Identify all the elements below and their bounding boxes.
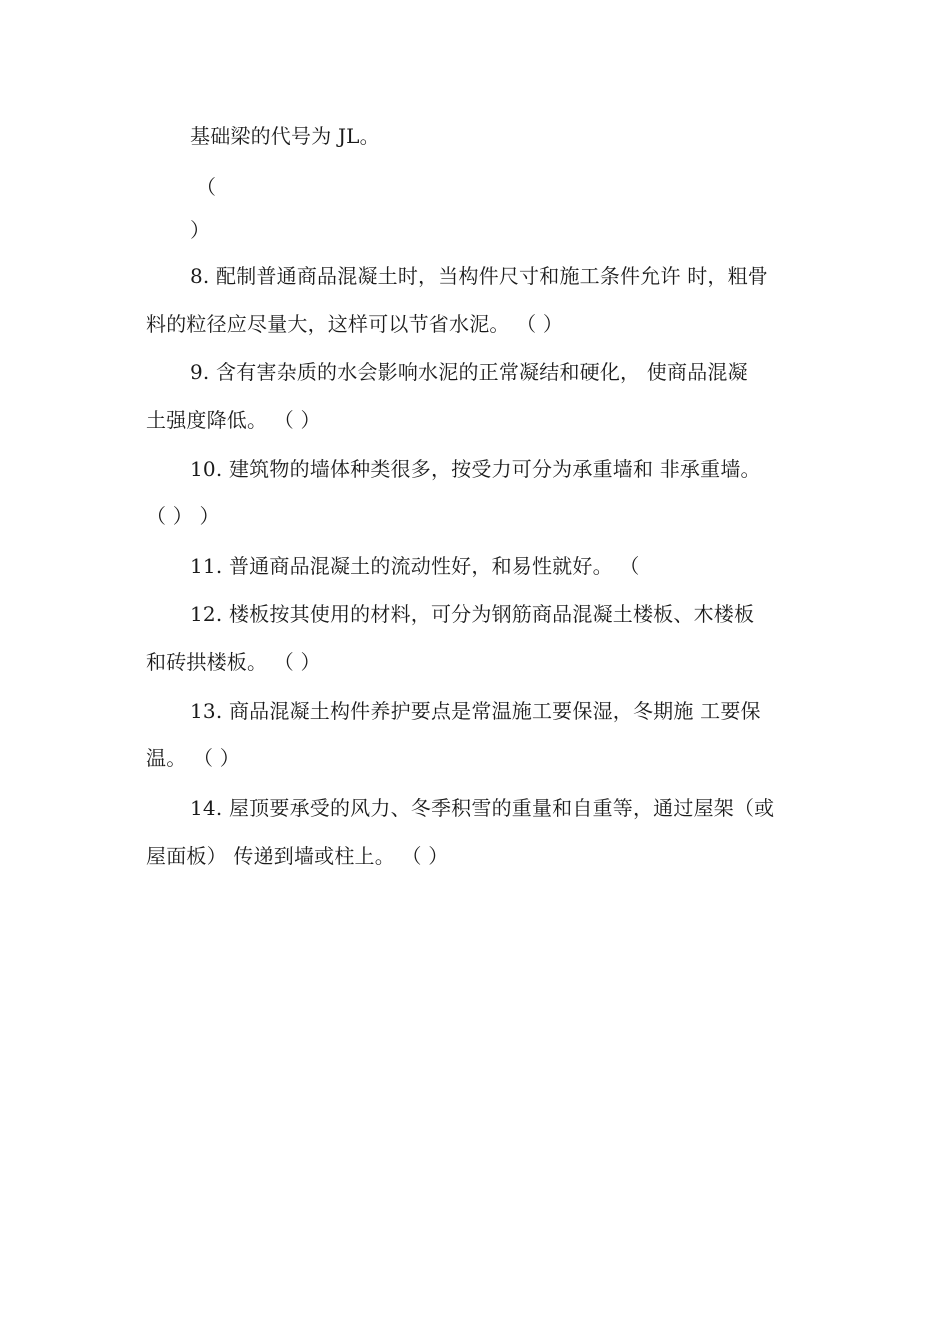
question-10-line-1: 10. 建筑物的墙体种类很多，按受力可分为承重墙和 非承重墙。 [190, 457, 761, 481]
question-10-line-2: （ ） ） [146, 504, 220, 528]
question-9-line-1: 9. 含有害杂质的水会影响水泥的正常凝结和硬化， 使商品混凝 [190, 360, 748, 384]
question-13-line-2: 温。 （ ） [146, 746, 240, 770]
question-8-line-2: 料的粒径应尽量大，这样可以节省水泥。 （ ） [146, 312, 564, 336]
question-13-line-1: 13. 商品混凝土构件养护要点是常温施工要保湿，冬期施 工要保 [190, 699, 761, 723]
question-11-line-1: 11. 普通商品混凝土的流动性好，和易性就好。 （ [190, 554, 640, 578]
text-line: 基础梁的代号为 JL。 [190, 124, 380, 148]
text-line: （ [196, 175, 217, 199]
text-line: ） [190, 218, 211, 242]
question-14-line-2: 屋面板） 传递到墙或柱上。 （ ） [146, 844, 449, 868]
question-12-line-2: 和砖拱楼板。 （ ） [146, 650, 321, 674]
question-9-line-2: 土强度降低。 （ ） [146, 408, 321, 432]
question-8-line-1: 8. 配制普通商品混凝土时，当构件尺寸和施工条件允许 时，粗骨 [190, 264, 768, 288]
question-12-line-1: 12. 楼板按其使用的材料，可分为钢筋商品混凝土楼板、木楼板 [190, 602, 755, 626]
question-14-line-1: 14. 屋顶要承受的风力、冬季积雪的重量和自重等，通过屋架（或 [190, 796, 775, 820]
